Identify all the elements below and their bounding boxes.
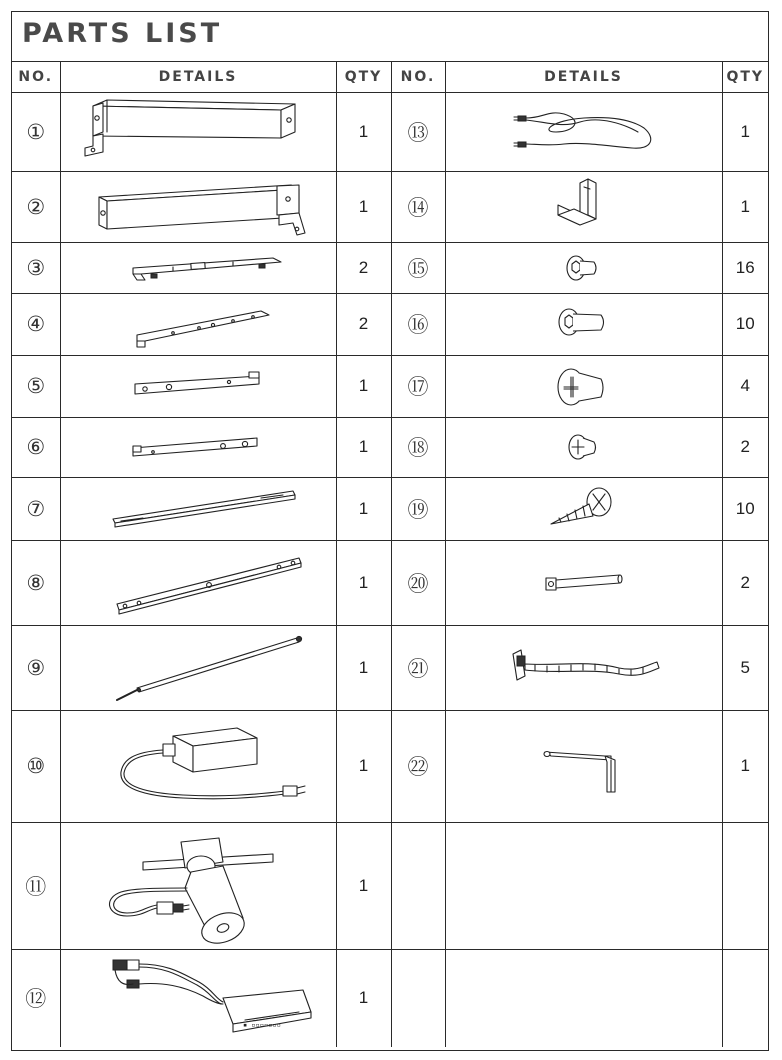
part-number: ⑦: [12, 477, 60, 540]
table-row: [12, 417, 768, 477]
table-row: [12, 477, 768, 540]
part-illustration-long-rail: [60, 477, 336, 540]
part-illustration-lower-crossbeam: [60, 171, 336, 242]
table-row: [12, 293, 768, 355]
part-number: ㉒: [391, 710, 445, 822]
part-qty: 5: [722, 625, 768, 710]
part-number: ⑭: [391, 171, 445, 242]
part-number: ⑳: [391, 540, 445, 625]
part-number: ②: [12, 171, 60, 242]
part-illustration-long-bolt: [445, 540, 722, 625]
part-illustration-bolt-long: [445, 293, 722, 355]
part-illustration-short-plate-b: [60, 417, 336, 477]
table-row: [12, 710, 768, 822]
part-number: ⑥: [12, 417, 60, 477]
part-qty: 2: [336, 242, 391, 293]
header-qty-right: QTY: [722, 62, 768, 92]
header-no-left: NO.: [12, 62, 60, 92]
part-illustration-cable-hook: [445, 171, 722, 242]
part-illustration-side-bracket: [60, 242, 336, 293]
part-qty: 1: [336, 417, 391, 477]
table-row: [12, 540, 768, 625]
part-number: ⑨: [12, 625, 60, 710]
part-qty: 2: [336, 293, 391, 355]
part-illustration-allen-key: [445, 710, 722, 822]
header-no-right: NO.: [391, 62, 445, 92]
part-number: ⑱: [391, 417, 445, 477]
part-illustration-wood-screw: [445, 477, 722, 540]
part-number: ⑲: [391, 477, 445, 540]
part-number: ⑬: [391, 92, 445, 171]
part-qty: 1: [336, 477, 391, 540]
part-qty: 2: [722, 417, 768, 477]
part-qty: 1: [336, 710, 391, 822]
part-illustration-bolt-short: [445, 242, 722, 293]
part-number: ⑧: [12, 540, 60, 625]
header-row: [12, 62, 768, 92]
part-qty: 16: [722, 242, 768, 293]
part-qty: 4: [722, 355, 768, 417]
part-number: ⑪: [12, 822, 60, 949]
part-number: [391, 949, 445, 1047]
part-illustration-motor: [60, 822, 336, 949]
part-illustration-short-plate: [60, 355, 336, 417]
part-illustration-control-panel: [60, 949, 336, 1047]
part-qty: 1: [336, 625, 391, 710]
part-qty: 10: [722, 477, 768, 540]
part-illustration-long-rail-holes: [60, 540, 336, 625]
part-illustration-small-screw: [445, 417, 722, 477]
part-qty: 1: [336, 355, 391, 417]
part-number: ①: [12, 92, 60, 171]
part-qty: 1: [336, 949, 391, 1047]
part-qty: 1: [336, 92, 391, 171]
empty-cell: [445, 822, 722, 949]
table-row: [12, 355, 768, 417]
part-number: ④: [12, 293, 60, 355]
part-qty: 2: [722, 540, 768, 625]
part-number: ⑫: [12, 949, 60, 1047]
table-row: [12, 949, 768, 1047]
part-qty: 1: [336, 822, 391, 949]
table-row: [12, 242, 768, 293]
part-number: [391, 822, 445, 949]
part-illustration-power-cord: [445, 92, 722, 171]
part-number: ⑰: [391, 355, 445, 417]
part-number: ⑩: [12, 710, 60, 822]
parts-table: [12, 62, 768, 1047]
table-row: [12, 822, 768, 949]
part-illustration-drive-shaft: [60, 625, 336, 710]
part-illustration-cable-tie: [445, 625, 722, 710]
page-title: PARTS LIST: [22, 18, 223, 49]
part-qty: 1: [336, 540, 391, 625]
part-qty: 1: [722, 710, 768, 822]
part-illustration-countersunk-screw: [445, 355, 722, 417]
part-number: ⑮: [391, 242, 445, 293]
part-qty: [722, 822, 768, 949]
parts-list-sheet: [11, 11, 769, 1051]
header-details-right: DETAILS: [445, 62, 722, 92]
header-details-left: DETAILS: [60, 62, 336, 92]
part-illustration-power-adapter: [60, 710, 336, 822]
table-row: [12, 171, 768, 242]
header-qty-left: QTY: [336, 62, 391, 92]
svg-text:▪ ▫▫▫▫▫▫▫: ▪ ▫▫▫▫▫▫▫: [243, 1021, 281, 1030]
part-qty: 1: [336, 171, 391, 242]
empty-cell: [445, 949, 722, 1047]
part-number: ⑤: [12, 355, 60, 417]
part-illustration-angle-bracket: [60, 293, 336, 355]
table-row: [12, 92, 768, 171]
part-number: ⑯: [391, 293, 445, 355]
part-qty: [722, 949, 768, 1047]
table-row: [12, 625, 768, 710]
part-illustration-upper-crossbeam: [60, 92, 336, 171]
part-qty: 10: [722, 293, 768, 355]
part-qty: 1: [722, 92, 768, 171]
part-qty: 1: [722, 171, 768, 242]
part-number: ③: [12, 242, 60, 293]
part-number: ㉑: [391, 625, 445, 710]
title-bar: [12, 12, 768, 62]
